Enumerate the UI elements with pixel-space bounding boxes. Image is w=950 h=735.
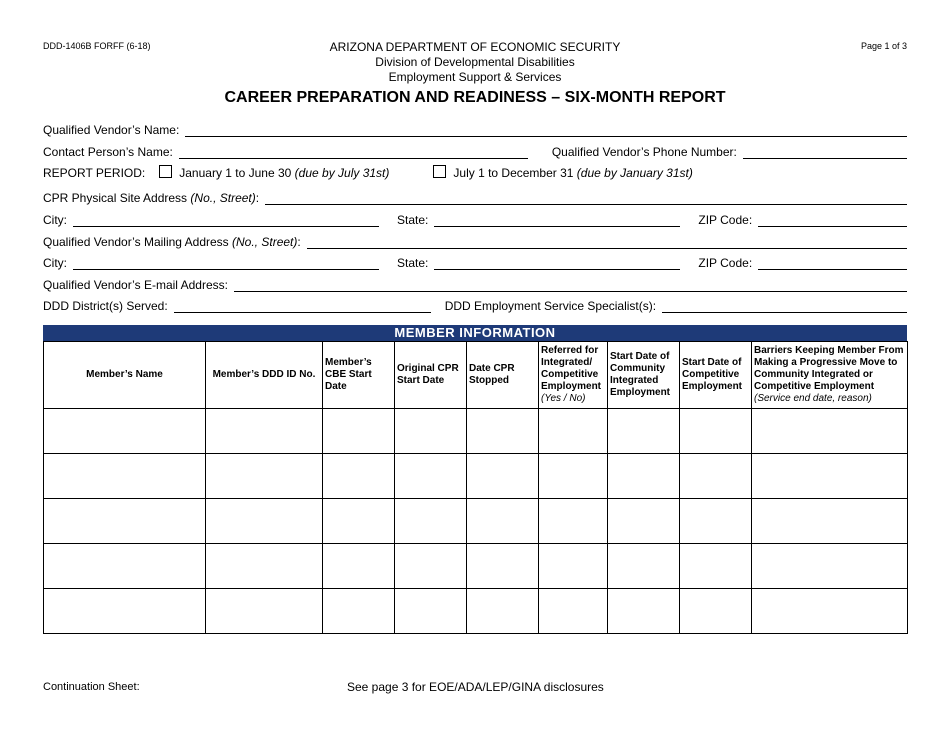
table-cell[interactable] — [467, 499, 539, 544]
table-cell[interactable] — [539, 454, 608, 499]
column-header: Date CPR Stopped — [467, 342, 539, 409]
column-header: Barriers Keeping Member From Making a Progressive Move to Community Integrated or Competitive Employment (Service end date, reason) — [752, 342, 908, 409]
table-cell[interactable] — [608, 409, 680, 454]
table-cell[interactable] — [467, 454, 539, 499]
table-cell[interactable] — [752, 454, 908, 499]
table-cell[interactable] — [44, 544, 206, 589]
physical-state-field[interactable] — [434, 213, 680, 227]
period2-due: (due by January 31st) — [576, 166, 693, 180]
report-period-row — [43, 164, 907, 180]
continuation-label: Continuation Sheet: — [43, 681, 140, 693]
contact-person-label: Contact Person’s Name: — [43, 145, 173, 159]
table-cell[interactable] — [608, 589, 680, 634]
table-row — [44, 544, 908, 589]
table-cell[interactable] — [467, 589, 539, 634]
mailing-city-field[interactable] — [73, 256, 379, 270]
email-field[interactable] — [234, 278, 907, 292]
vendor-phone-field[interactable] — [743, 145, 907, 159]
state-label: State: — [397, 256, 429, 270]
table-header-row — [44, 342, 908, 409]
table-row — [44, 589, 908, 634]
physical-city-row — [43, 211, 907, 227]
cpr-address-label: CPR Physical Site Address (No., Street): — [43, 191, 260, 205]
physical-zip-field[interactable] — [758, 213, 907, 227]
table-cell[interactable] — [206, 544, 323, 589]
table-cell[interactable] — [608, 499, 680, 544]
zip-label: ZIP Code: — [698, 213, 753, 227]
table-cell[interactable] — [467, 409, 539, 454]
period1-option[interactable] — [159, 165, 389, 180]
table-cell[interactable] — [206, 454, 323, 499]
table-cell[interactable] — [680, 544, 752, 589]
table-cell[interactable] — [323, 454, 395, 499]
mailing-address-field[interactable] — [307, 235, 907, 249]
zip-label: ZIP Code: — [698, 256, 753, 270]
table-row — [44, 409, 908, 454]
mailing-city-row — [43, 254, 907, 270]
table-cell[interactable] — [752, 544, 908, 589]
table-cell[interactable] — [323, 544, 395, 589]
table-cell[interactable] — [608, 454, 680, 499]
physical-city-field[interactable] — [73, 213, 379, 227]
specialist-field[interactable] — [662, 299, 907, 313]
table-cell[interactable] — [395, 544, 467, 589]
table-cell[interactable] — [752, 499, 908, 544]
period1-due: (due by July 31st) — [294, 166, 390, 180]
period2-option[interactable] — [433, 165, 692, 180]
table-cell[interactable] — [680, 499, 752, 544]
table-cell[interactable] — [680, 409, 752, 454]
email-row — [43, 276, 907, 292]
mailing-state-field[interactable] — [434, 256, 680, 270]
column-header: Start Date of Competitive Employment — [680, 342, 752, 409]
period2-checkbox[interactable] — [433, 165, 446, 178]
table-cell[interactable] — [608, 544, 680, 589]
report-period-label: REPORT PERIOD: — [43, 166, 146, 180]
vendor-name-field[interactable] — [185, 123, 907, 137]
table-cell[interactable] — [539, 589, 608, 634]
state-label: State: — [397, 213, 429, 227]
mailing-address-row — [43, 233, 907, 249]
column-header: Referred for Integrated/ Competitive Employment (Yes / No) — [539, 342, 608, 409]
district-label: DDD District(s) Served: — [43, 299, 168, 313]
disclosure-note: See page 3 for EOE/ADA/LEP/GINA disclosures — [347, 680, 604, 694]
table-cell[interactable] — [44, 499, 206, 544]
table-cell[interactable] — [323, 589, 395, 634]
table-cell[interactable] — [323, 499, 395, 544]
table-cell[interactable] — [395, 409, 467, 454]
table-cell[interactable] — [539, 499, 608, 544]
table-cell[interactable] — [539, 544, 608, 589]
table-cell[interactable] — [752, 589, 908, 634]
table-row — [44, 454, 908, 499]
agency-block — [0, 40, 950, 85]
table-cell[interactable] — [44, 409, 206, 454]
contact-row — [43, 143, 907, 159]
table-cell[interactable] — [680, 589, 752, 634]
city-label: City: — [43, 213, 67, 227]
table-cell[interactable] — [395, 499, 467, 544]
table-cell[interactable] — [752, 409, 908, 454]
column-header: Member’s CBE Start Date — [323, 342, 395, 409]
district-field[interactable] — [174, 299, 431, 313]
period1-label: January 1 to June 30 — [179, 166, 292, 180]
division-name: Division of Developmental Disabilities — [375, 55, 575, 69]
table-cell[interactable] — [44, 454, 206, 499]
city-label: City: — [43, 256, 67, 270]
member-table — [43, 341, 908, 634]
vendor-name-label: Qualified Vendor’s Name: — [43, 123, 180, 137]
column-header: Member’s Name — [44, 342, 206, 409]
table-cell[interactable] — [395, 454, 467, 499]
cpr-address-field[interactable] — [265, 191, 907, 205]
mailing-address-label: Qualified Vendor’s Mailing Address (No., Street): — [43, 235, 301, 249]
page-title: CAREER PREPARATION AND READINESS – SIX-MONTH REPORT — [224, 89, 726, 106]
table-cell[interactable] — [206, 499, 323, 544]
cpr-address-row — [43, 189, 907, 205]
table-cell[interactable] — [680, 454, 752, 499]
email-label: Qualified Vendor’s E-mail Address: — [43, 278, 228, 292]
table-cell[interactable] — [206, 589, 323, 634]
table-cell[interactable] — [395, 589, 467, 634]
table-row — [44, 499, 908, 544]
period2-label: July 1 to December 31 — [453, 166, 574, 180]
table-cell[interactable] — [539, 409, 608, 454]
vendor-phone-label: Qualified Vendor’s Phone Number: — [551, 145, 737, 159]
agency-name: ARIZONA DEPARTMENT OF ECONOMIC SECURITY — [329, 40, 621, 54]
table-cell[interactable] — [206, 409, 323, 454]
contact-person-field[interactable] — [179, 145, 528, 159]
column-header: Member’s DDD ID No. — [206, 342, 323, 409]
table-cell[interactable] — [467, 544, 539, 589]
vendor-name-row — [43, 121, 907, 137]
mailing-zip-field[interactable] — [758, 256, 907, 270]
member-info-banner: MEMBER INFORMATION — [43, 325, 907, 341]
table-cell[interactable] — [323, 409, 395, 454]
form-number: DDD-1406B FORFF (6-18) — [43, 41, 151, 51]
column-header: Original CPR Start Date — [395, 342, 467, 409]
specialist-label: DDD Employment Service Specialist(s): — [444, 299, 657, 313]
unit-name: Employment Support & Services — [388, 70, 562, 84]
district-row — [43, 297, 907, 313]
page-number: Page 1 of 3 — [860, 41, 907, 51]
period1-checkbox[interactable] — [159, 165, 172, 178]
table-cell[interactable] — [44, 589, 206, 634]
column-header: Start Date of Community Integrated Employment — [608, 342, 680, 409]
